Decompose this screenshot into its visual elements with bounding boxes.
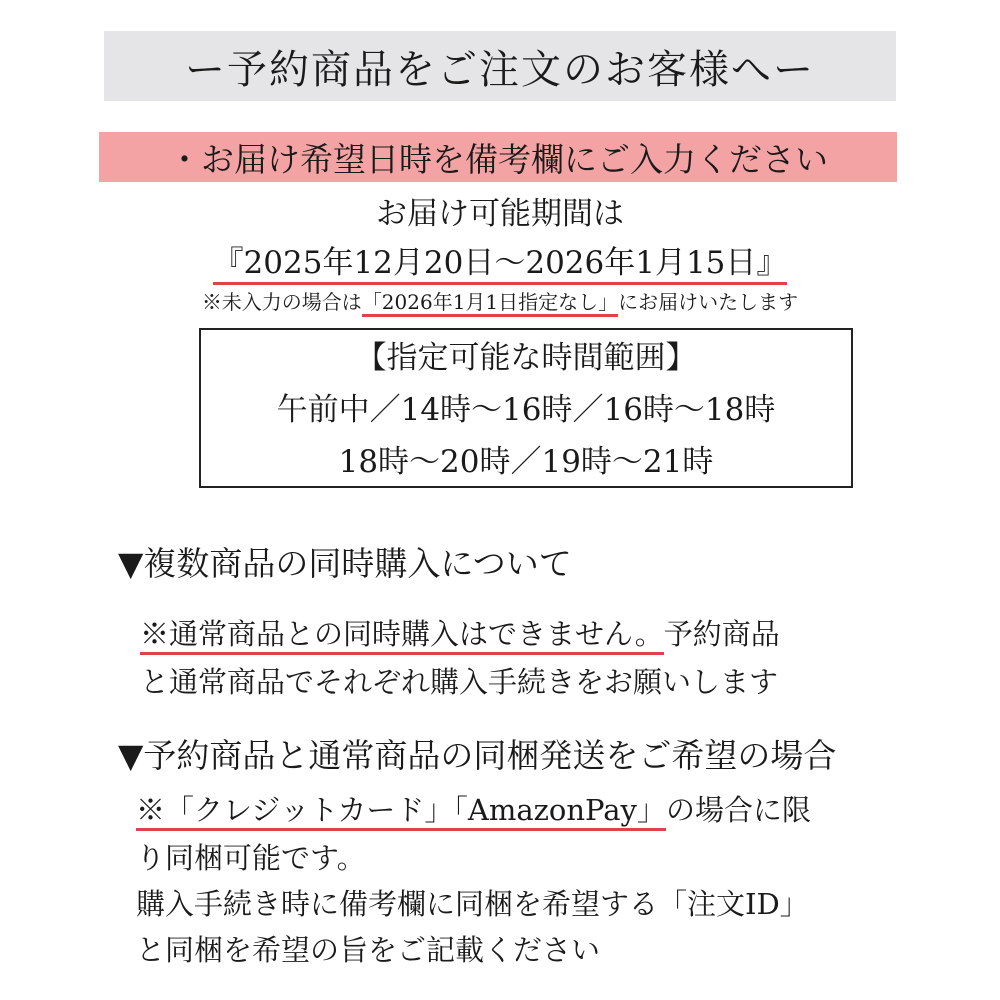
multi-purchase-highlight: ※通常商品との同時購入はできません。 <box>140 617 664 655</box>
page-title <box>104 31 896 101</box>
delivery-period-label: お届け可能期間は <box>376 196 624 232</box>
fallback-suffix: にお届けいたします <box>618 290 799 314</box>
delivery-notice-text: ・お届け希望日時を備考欄にご入力ください <box>168 139 828 179</box>
fallback-note <box>0 286 1000 315</box>
combined-shipping-highlight: ※「クレジットカード」「AmazonPay」 <box>136 793 666 831</box>
time-range-line-2: 18時～20時／19時～21時 <box>338 444 714 480</box>
combined-shipping-line-2: り同梱可能です。 <box>136 841 366 875</box>
time-range-box <box>199 328 853 488</box>
delivery-period-range-row <box>0 237 1000 282</box>
multi-purchase-line-1-rest: 予約商品 <box>663 617 780 651</box>
time-range-line-1: 午前中／14時～16時／16時～18時 <box>276 392 776 428</box>
fallback-prefix: ※未入力の場合は <box>201 290 362 314</box>
multi-purchase-line-1 <box>140 612 780 653</box>
combined-shipping-line-1-rest: の場合に限 <box>665 793 811 827</box>
combined-shipping-line-1 <box>136 788 811 829</box>
multi-purchase-line-2: と通常商品でそれぞれ購入手続きをお願いします <box>140 665 779 699</box>
delivery-notice-banner <box>99 132 897 182</box>
time-range-title: 【指定可能な時間範囲】 <box>355 340 697 376</box>
combined-shipping-heading: ▼予約商品と通常商品の同梱発送をご希望の場合 <box>118 736 837 775</box>
delivery-period-range: 『2025年12月20日～2026年1月15日』 <box>213 245 788 285</box>
combined-shipping-line-4: と同梱を希望の旨をご記載ください <box>136 933 601 967</box>
combined-shipping-line-3: 購入手続き時に備考欄に同梱を希望する「注文ID」 <box>136 887 809 921</box>
page-title-text: ー予約商品をご注文のお客様へー <box>185 46 815 93</box>
multi-purchase-heading: ▼複数商品の同時購入について <box>118 544 572 583</box>
fallback-highlight: 「2026年1月1日指定なし」 <box>362 290 618 317</box>
